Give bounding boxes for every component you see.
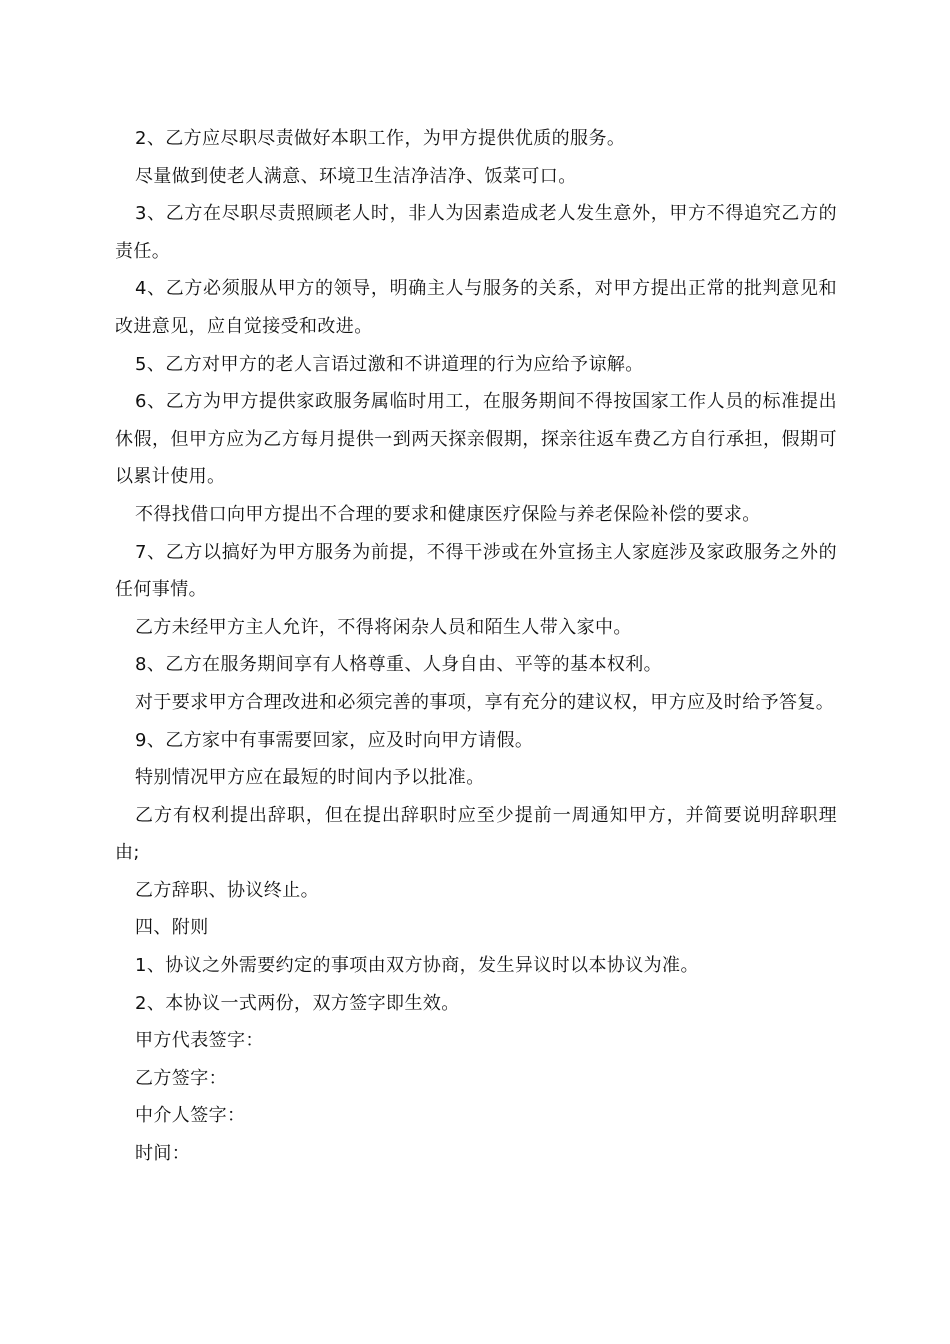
paragraph-clause-6-detail: 不得找借口向甲方提出不合理的要求和健康医疗保险与养老保险补偿的要求。 [135,503,761,525]
paragraph-appendix-1: 1、协议之外需要约定的事项由双方协商，发生异议时以本协议为准。 [135,955,699,977]
signature-party-b: 乙方签字： [135,1067,227,1089]
paragraph-clause-2-detail: 尽量做到使老人满意、环境卫生洁净洁净、饭菜可口。 [135,165,577,187]
paragraph-clause-4: 4、乙方必须服从甲方的领导，明确主人与服务的关系，对甲方提出正常的批判意见和改进意见，应自觉接受和改进。 [115,278,837,337]
paragraph-clause-8-detail: 对于要求甲方合理改进和必须完善的事项，享有充分的建议权，甲方应及时给予答复。 [135,691,835,713]
paragraph-appendix-2: 2、本协议一式两份，双方签字即生效。 [135,992,460,1014]
paragraph-clause-9: 9、乙方家中有事需要回家，应及时向甲方请假。 [135,729,534,751]
paragraph-clause-9-detail: 特别情况甲方应在最短的时间内予以批准。 [135,767,485,789]
signature-date: 时间： [135,1143,191,1165]
paragraph-resignation: 乙方有权利提出辞职，但在提出辞职时应至少提前一周通知甲方，并简要说明辞职理由; [115,804,837,864]
paragraph-clause-8: 8、乙方在服务期间享有人格尊重、人身自由、平等的基本权利。 [135,654,663,676]
section-heading-appendix: 四、附则 [135,917,209,939]
paragraph-clause-7-detail: 乙方未经甲方主人允许，不得将闲杂人员和陌生人带入家中。 [135,616,632,638]
paragraph-clause-6: 6、乙方为甲方提供家政服务属临时用工，在服务期间不得按国家工作人员的标准提出休假，但甲方应为乙方每月提供一到两天探亲假期，探亲往返车费乙方自行承担，假期可以累计使用。 [115,391,837,488]
paragraph-clause-2: 2、乙方应尽职尽责做好本职工作，为甲方提供优质的服务。 [135,128,626,149]
paragraph-clause-7: 7、乙方以搞好为甲方服务为前提，不得干涉或在外宣扬主人家庭涉及家政服务之外的任何事情。 [115,541,837,601]
document-body [115,120,837,1173]
paragraph-clause-5: 5、乙方对甲方的老人言语过激和不讲道理的行为应给予谅解。 [135,353,644,375]
signature-intermediary: 中介人签字： [135,1105,246,1127]
signature-party-a: 甲方代表签字： [135,1030,264,1052]
paragraph-termination: 乙方辞职、协议终止。 [135,879,319,901]
paragraph-clause-3: 3、乙方在尽职尽责照顾老人时，非人为因素造成老人发生意外，甲方不得追究乙方的责任。 [115,203,837,262]
